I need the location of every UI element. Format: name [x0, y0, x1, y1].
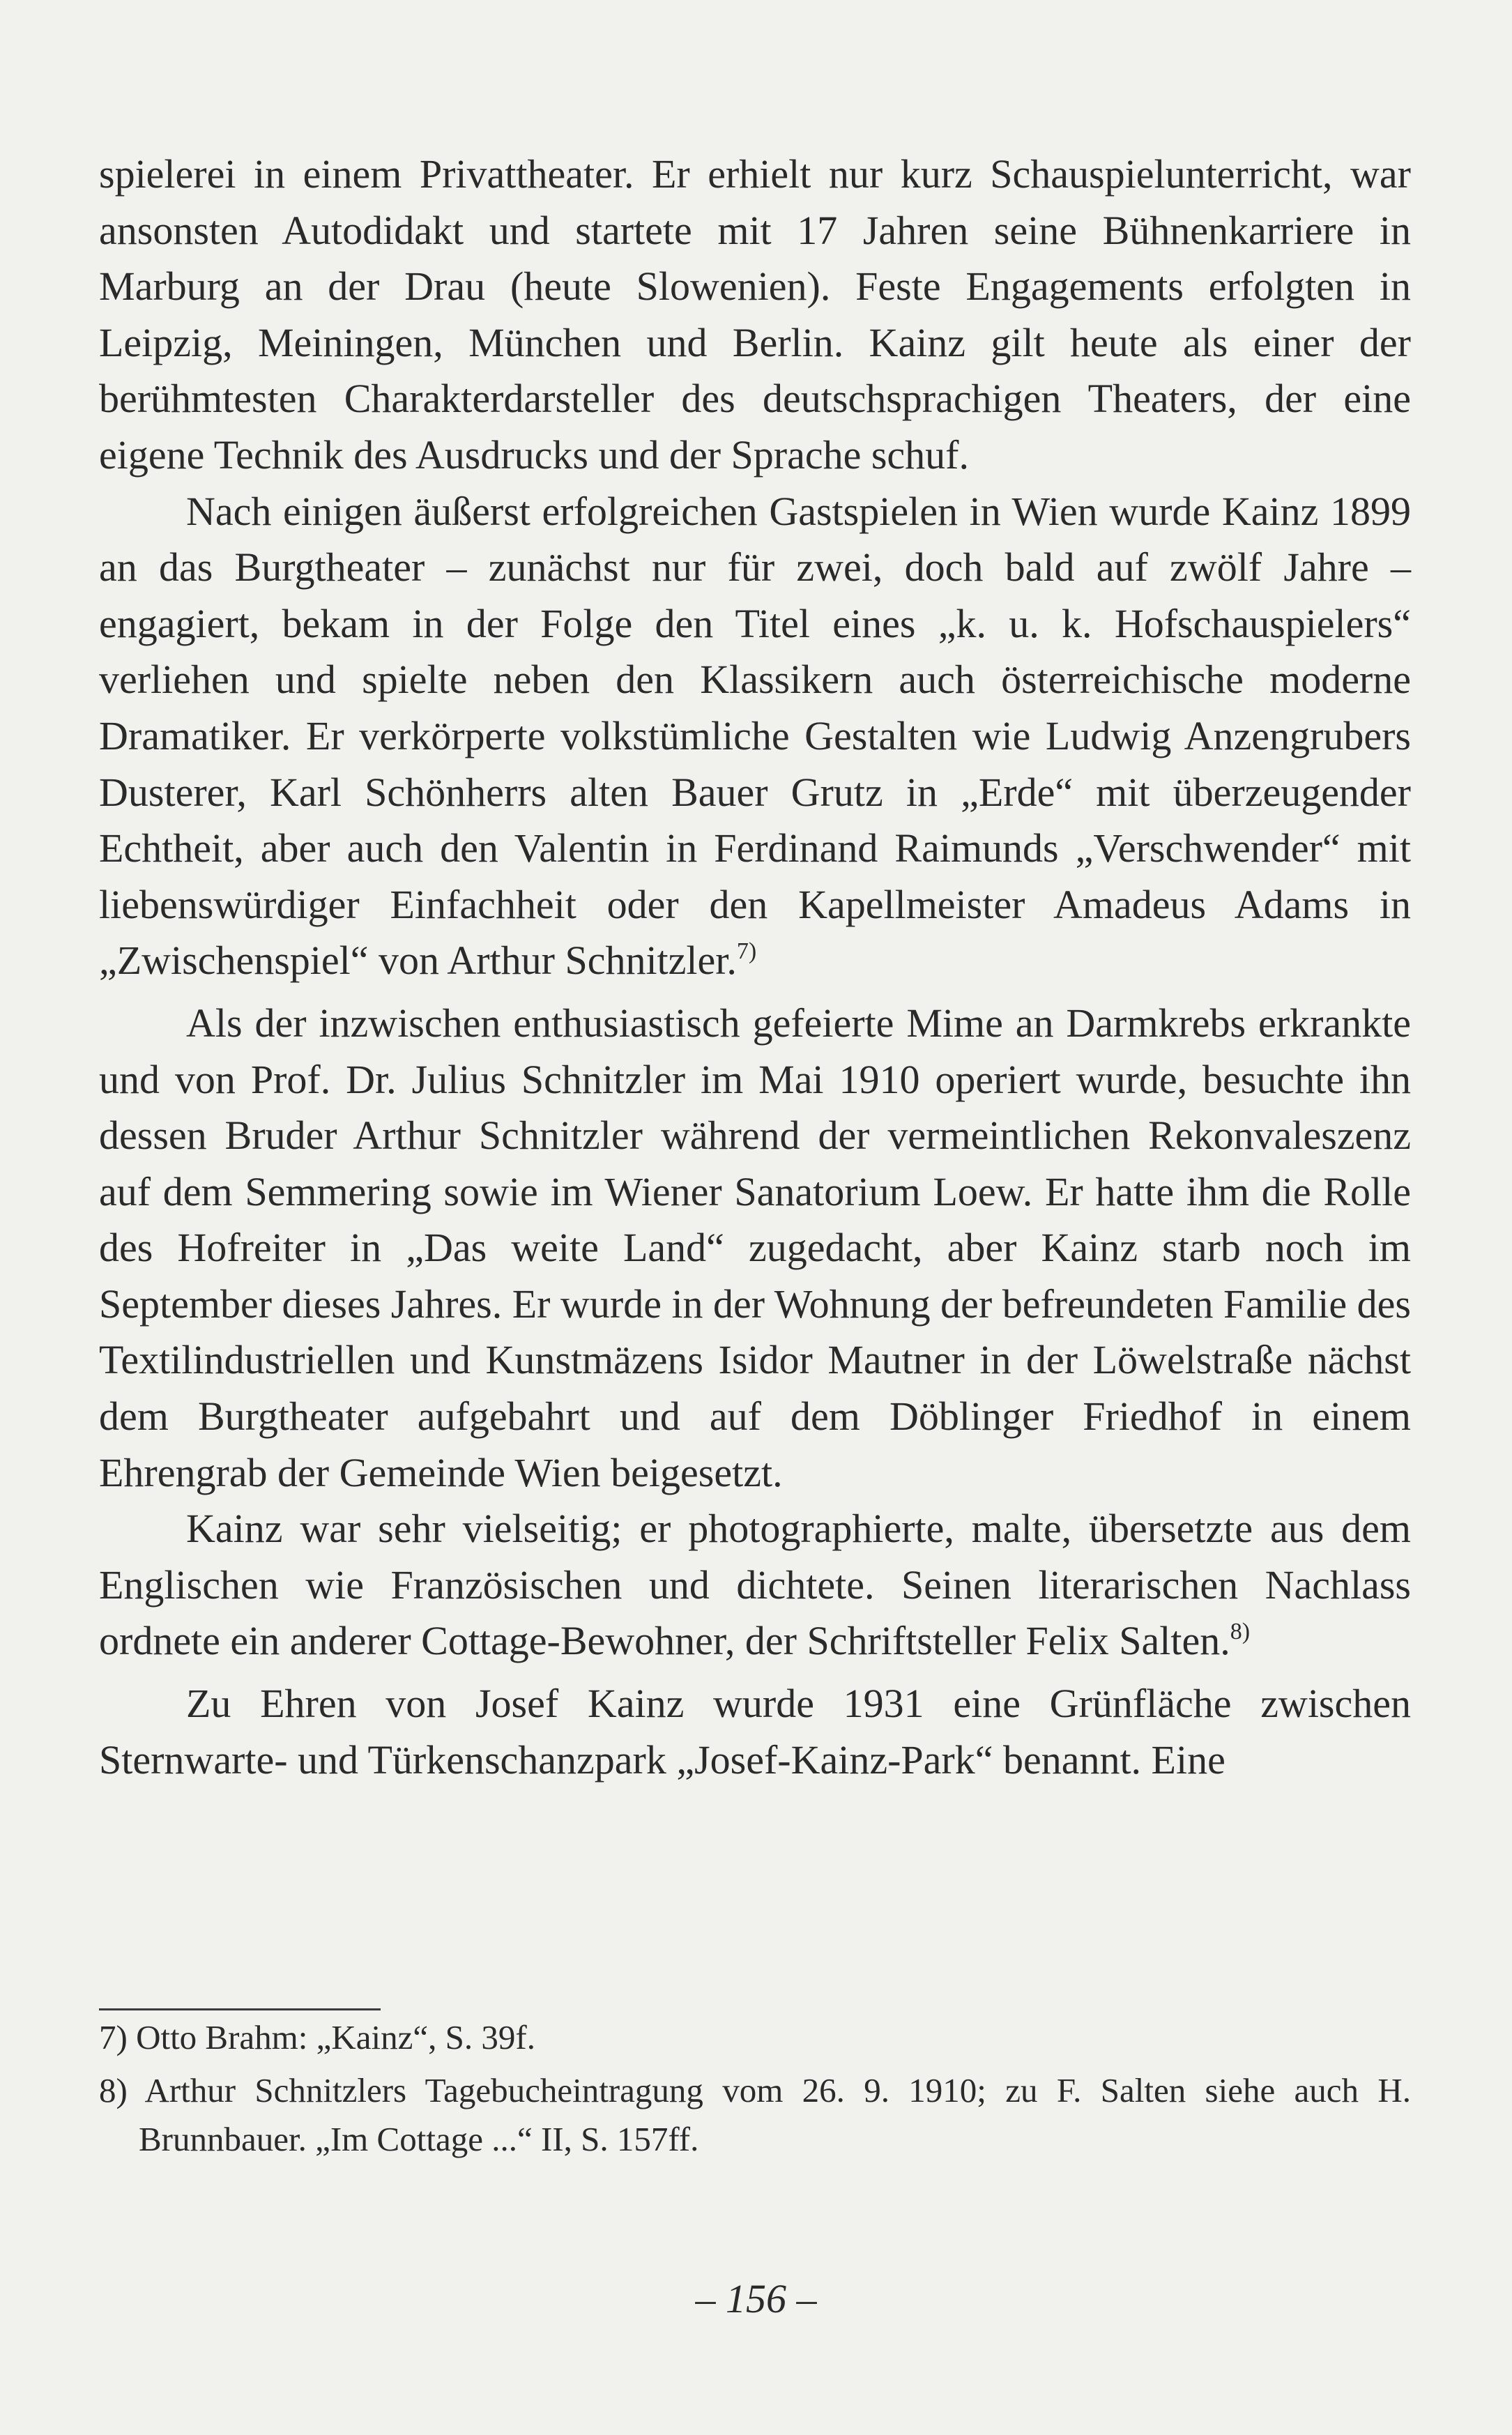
paragraph — [99, 1676, 1411, 1788]
paragraph-text: Kainz war sehr vielseitig; er photographierte, malte, übersetzte aus dem Englischen wie Französischen und dichtete. Seinen literarischen Nachlass ordnete ein anderer Cottage-Bewohner, der Schriftsteller Felix Salten. — [99, 1506, 1411, 1664]
paragraph — [99, 146, 1411, 484]
footnotes — [99, 2013, 1411, 2164]
footnote-reference: 7) — [736, 938, 757, 965]
paragraph — [99, 1501, 1411, 1676]
paragraph — [99, 484, 1411, 995]
paragraph-text: Nach einigen äußerst erfolgreichen Gastspielen in Wien wurde Kainz 1899 an das Burgtheater – zunächst nur für zwei, doch bald auf zwölf Jahre – engagiert, bekam in der Folge den Titel eines „k. u. k. Hofschauspielers“ verliehen und spielte neben den Klassikern auch österreichische moderne Dramatiker. Er verkörperte volkstümliche Gestalten wie Ludwig Anzengrubers Dusterer, Karl Schönherrs alten Bauer Grutz in „Erde“ mit überzeugender Echtheit, aber auch den Valentin in Ferdinand Raimunds „Verschwender“ mit liebenswürdiger Einfachheit oder den Kapellmeister Amadeus Adams in „Zwischenspiel“ von Arthur Schnitzler. — [99, 488, 1411, 984]
footnote-separator — [99, 2008, 381, 2010]
footnote: 7) Otto Brahm: „Kainz“, S. 39f. — [99, 2018, 535, 2056]
page-number: – 156 – — [695, 2276, 817, 2321]
footnote-reference: 8) — [1230, 1619, 1251, 1645]
paragraph-text: spielerei in einem Privattheater. Er erhielt nur kurz Schauspielunterricht, war ansonsten Autodidakt und startete mit 17 Jahren seine Bühnenkarriere in Marburg an der Drau (heute Slowenien). Feste Engagements erfolgten in Leipzig, Meiningen, München und Berlin. Kainz gilt heute als einer der berühmtesten Charakterdarsteller des deutschsprachigen Theaters, der eine eigene Technik des Ausdrucks und der Sprache schuf. — [99, 151, 1411, 478]
paragraph — [99, 995, 1411, 1501]
footnote: 8) Arthur Schnitzlers Tagebucheintragung vom 26. 9. 1910; zu F. Salten siehe auch H. Brunnbauer. „Im Cottage ...“ II, S. 157ff. — [99, 2071, 1411, 2158]
paragraph-text: Zu Ehren von Josef Kainz wurde 1931 eine Grünfläche zwischen Sternwarte- und Türkenschanzpark „Josef-Kainz-Park“ benannt. Eine — [99, 1681, 1411, 1783]
paragraph-text: Als der inzwischen enthusiastisch gefeierte Mime an Darmkrebs erkrankte und von Prof. Dr. Julius Schnitzler im Mai 1910 operiert wurde, besuchte ihn dessen Bruder Arthur Schnitzler während der vermeintlichen Rekonvaleszenz auf dem Semmering sowie im Wiener Sanatorium Loew. Er hatte ihm die Rolle des Hofreiter in „Das weite Land“ zugedacht, aber Kainz starb noch im September dieses Jahres. Er wurde in der Wohnung der befreundeten Familie des Textilindustriellen und Kunstmäzens Isidor Mautner in der Löwelstraße nächst dem Burgtheater aufgebahrt und auf dem Döblinger Friedhof in einem Ehrengrab der Gemeinde Wien beigesetzt. — [99, 1000, 1411, 1495]
main-text — [99, 146, 1411, 1788]
